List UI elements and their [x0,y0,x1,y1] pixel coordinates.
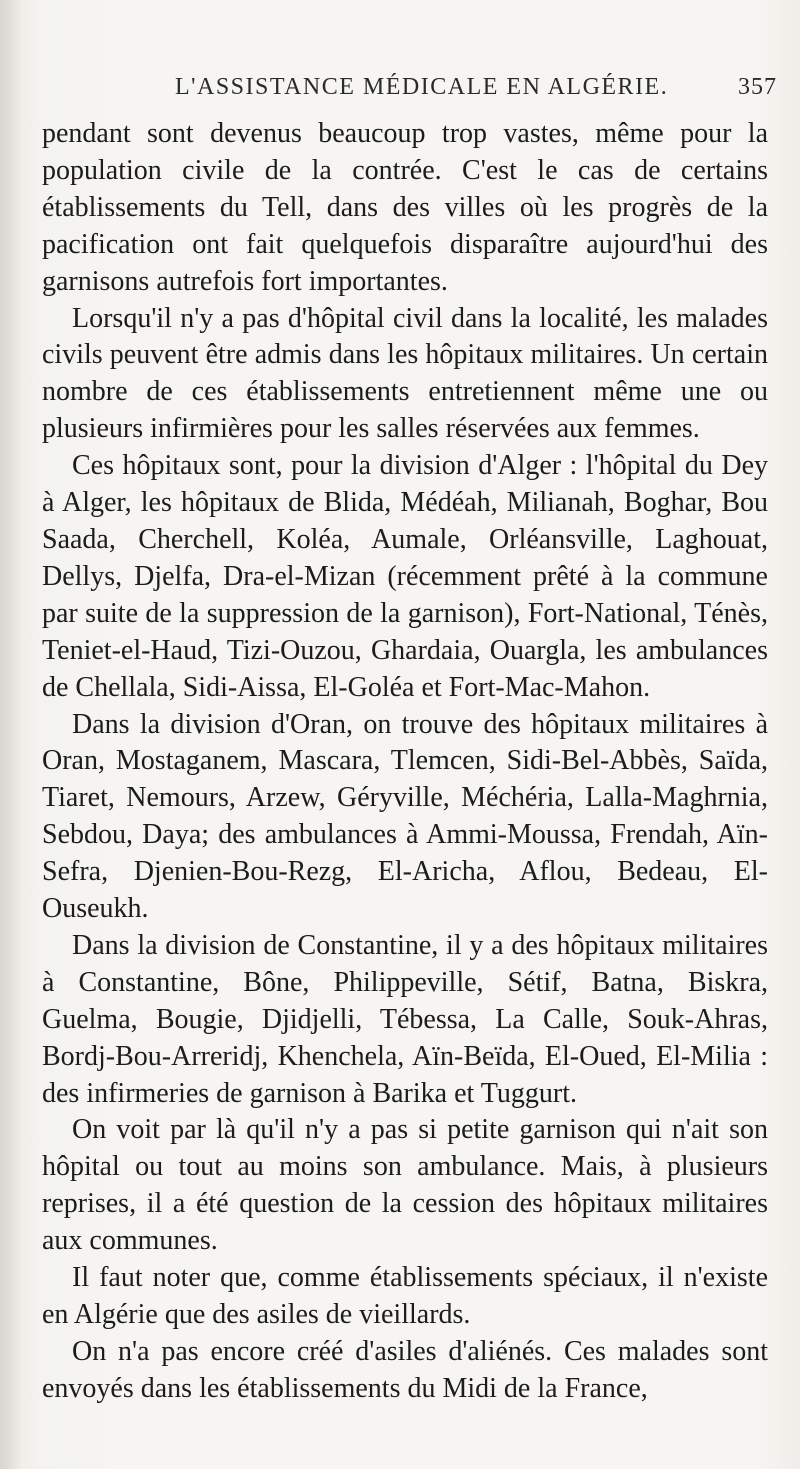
paragraph-civil-patients: Lorsqu'il n'y a pas d'hôpital civil dans la localité, les malades civils peuvent être admis dans les hôpitaux militaires. Un certain nombre de ces établissements entretiennent même une ou plusieurs infirmières pour les salles réservées aux femmes. [42,302,768,445]
paragraph-constantine-division: Dans la division de Constantine, il y a des hôpitaux militaires à Constantine, Bône, Philippeville, Sétif, Batna, Biskra, Guelma, Bougie, Djidjelli, Tébessa, La Calle, Souk-Ahras, Bordj-Bou-Arreridj, Khenchela, Aïn-Beïda, El-Oued, El-Milia : des infirmeries de garnison à Barika et Tuggurt. [42,929,768,1109]
paragraph-continued: pendant sont devenus beaucoup trop vastes, même pour la population civile de la contrée. C'est le cas de certains établissements du Tell, dans des villes où les progrès de la pacification ont fait quelquefois disparaître aujourd'hui des garnisons autrefois fort importantes. [42,118,768,297]
paragraph-alger-division: Ces hôpitaux sont, pour la division d'Alger : l'hôpital du Dey à Alger, les hôpitaux de Blida, Médéah, Milianah, Boghar, Bou Saada, Cherchell, Koléa, Aumale, Orléansville, Laghouat, Dellys, Djelfa, Dra-el-Mizan (récemment prêté à la commune par suite de la suppression de la garnison), Fort-National, Ténès, Teniet-el-Haud, Tizi-Ouzou, Ghardaia, Ouargla, les ambulances de Chellala, Sidi-Aissa, El-Goléa et Fort-Mac-Mahon. [42,450,768,703]
page-header [175,74,780,114]
running-title: L'ASSISTANCE MÉDICALE EN ALGÉRIE. [175,74,669,100]
page-number: 357 [738,74,777,100]
body-text [42,116,768,1408]
paragraph-oran-division: Dans la division d'Oran, on trouve des hôpitaux militaires à Oran, Mostaganem, Mascara, Tlemcen, Sidi-Bel-Abbès, Saïda, Tiaret, Nemours, Arzew, Géryville, Méchéria, Lalla-Maghrnia, Sebdou, Daya; des ambulances à Ammi-Moussa, Frendah, Aïn-Sefra, Djenien-Bou-Rezg, El-Aricha, Aflou, Bedeau, El-Ouseukh. [42,708,768,925]
paragraph-garrison-hospitals: On voit par là qu'il n'y a pas si petite garnison qui n'ait son hôpital ou tout au moins son ambulance. Mais, à plusieurs reprises, il a été question de la cession des hôpitaux militaires aux communes. [42,1114,768,1257]
paragraph-special-establishments: Il faut noter que, comme établissements spéciaux, il n'existe en Algérie que des asiles de vieillards. [42,1262,768,1330]
page-binding-shadow [0,0,22,1469]
paragraph-asylums: On n'a pas encore créé d'asiles d'aliénés. Ces malades sont envoyés dans les établissements du Midi de la France, [42,1335,768,1404]
